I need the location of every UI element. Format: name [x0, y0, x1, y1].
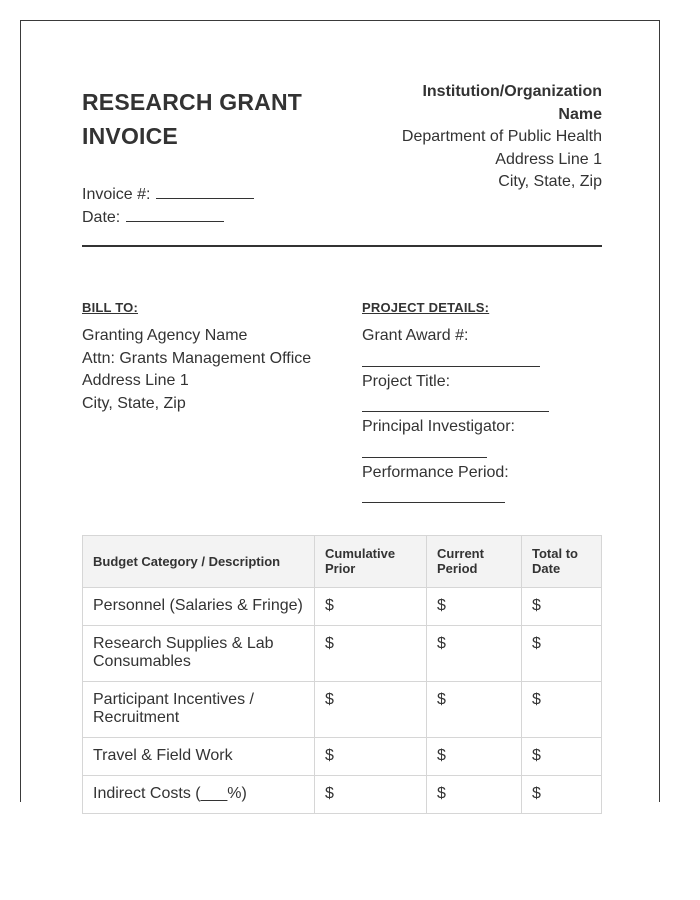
total-to-date-cell[interactable]: $: [522, 626, 602, 682]
bill-to-block: [82, 325, 311, 415]
project-field-pi: Principal Investigator:: [362, 418, 515, 435]
total-to-date-cell[interactable]: $: [522, 588, 602, 626]
current-period-cell[interactable]: $: [427, 738, 522, 776]
budget-header-row: [83, 536, 602, 588]
cumulative-prior-cell[interactable]: $: [315, 588, 427, 626]
budget-table: [82, 535, 602, 814]
title-line-2: INVOICE: [82, 123, 178, 149]
project-details-block: [362, 325, 602, 507]
principal-investigator-blank[interactable]: [362, 443, 487, 458]
org-department: Department of Public Health: [401, 128, 602, 145]
table-row: [83, 776, 602, 814]
performance-period-blank[interactable]: [362, 488, 505, 503]
total-to-date-cell[interactable]: $: [522, 738, 602, 776]
project-field-period: Performance Period:: [362, 463, 509, 481]
org-city: City, State, Zip: [498, 173, 602, 190]
cumulative-prior-cell[interactable]: $: [315, 738, 427, 776]
budget-category-cell: Participant Incentives / Recruitment: [83, 682, 315, 738]
grant-award-blank[interactable]: [362, 352, 540, 367]
header-divider: [82, 245, 602, 247]
current-period-cell[interactable]: $: [427, 682, 522, 738]
date-label: Date:: [82, 209, 121, 226]
org-address: Address Line 1: [495, 150, 602, 168]
project-field-title: Project Title:: [362, 372, 451, 390]
organization-block: [362, 81, 602, 194]
title-line-1: RESEARCH GRANT: [82, 89, 303, 115]
project-field-grant-award: Grant Award #:: [362, 327, 469, 344]
table-row: [83, 626, 602, 682]
header-total-to-date: Total to Date: [522, 536, 602, 588]
budget-category-cell: Travel & Field Work: [83, 738, 315, 776]
invoice-title: [82, 85, 342, 153]
bill-to-line: Address Line 1: [82, 372, 189, 389]
project-details-heading: PROJECT DETAILS:: [362, 300, 490, 315]
date-blank[interactable]: [126, 207, 224, 222]
table-row: [83, 588, 602, 626]
bill-to-heading: BILL TO:: [82, 300, 139, 315]
bill-to-line: City, State, Zip: [82, 394, 186, 412]
invoice-number-blank[interactable]: [156, 184, 254, 199]
invoice-number-label: Invoice #:: [82, 186, 151, 203]
table-row: [83, 682, 602, 738]
invoice-number-row: [82, 184, 254, 206]
bill-to-line: Attn: Grants Management Office: [82, 349, 312, 367]
current-period-cell[interactable]: $: [427, 588, 522, 626]
invoice-sheet: [20, 20, 660, 802]
total-to-date-cell[interactable]: $: [522, 682, 602, 738]
org-name-line-2: Name: [558, 105, 602, 123]
header-current-period: Current Period: [427, 536, 522, 588]
budget-category-cell: Research Supplies & Lab Consumables: [83, 626, 315, 682]
budget-category-cell: Indirect Costs (___%): [83, 776, 315, 814]
date-row: [82, 207, 224, 229]
cumulative-prior-cell[interactable]: $: [315, 682, 427, 738]
cumulative-prior-cell[interactable]: $: [315, 776, 427, 814]
project-title-blank[interactable]: [362, 397, 549, 412]
total-to-date-cell[interactable]: $: [522, 776, 602, 814]
bill-to-line: Granting Agency Name: [82, 327, 248, 344]
budget-category-cell: Personnel (Salaries & Fringe): [83, 588, 315, 626]
header-cumulative-prior: Cumulative Prior: [315, 536, 427, 588]
header-budget-category: Budget Category / Description: [83, 536, 315, 588]
current-period-cell[interactable]: $: [427, 776, 522, 814]
org-name-line-1: Institution/Organization: [422, 83, 602, 100]
cumulative-prior-cell[interactable]: $: [315, 626, 427, 682]
current-period-cell[interactable]: $: [427, 626, 522, 682]
table-row: [83, 738, 602, 776]
